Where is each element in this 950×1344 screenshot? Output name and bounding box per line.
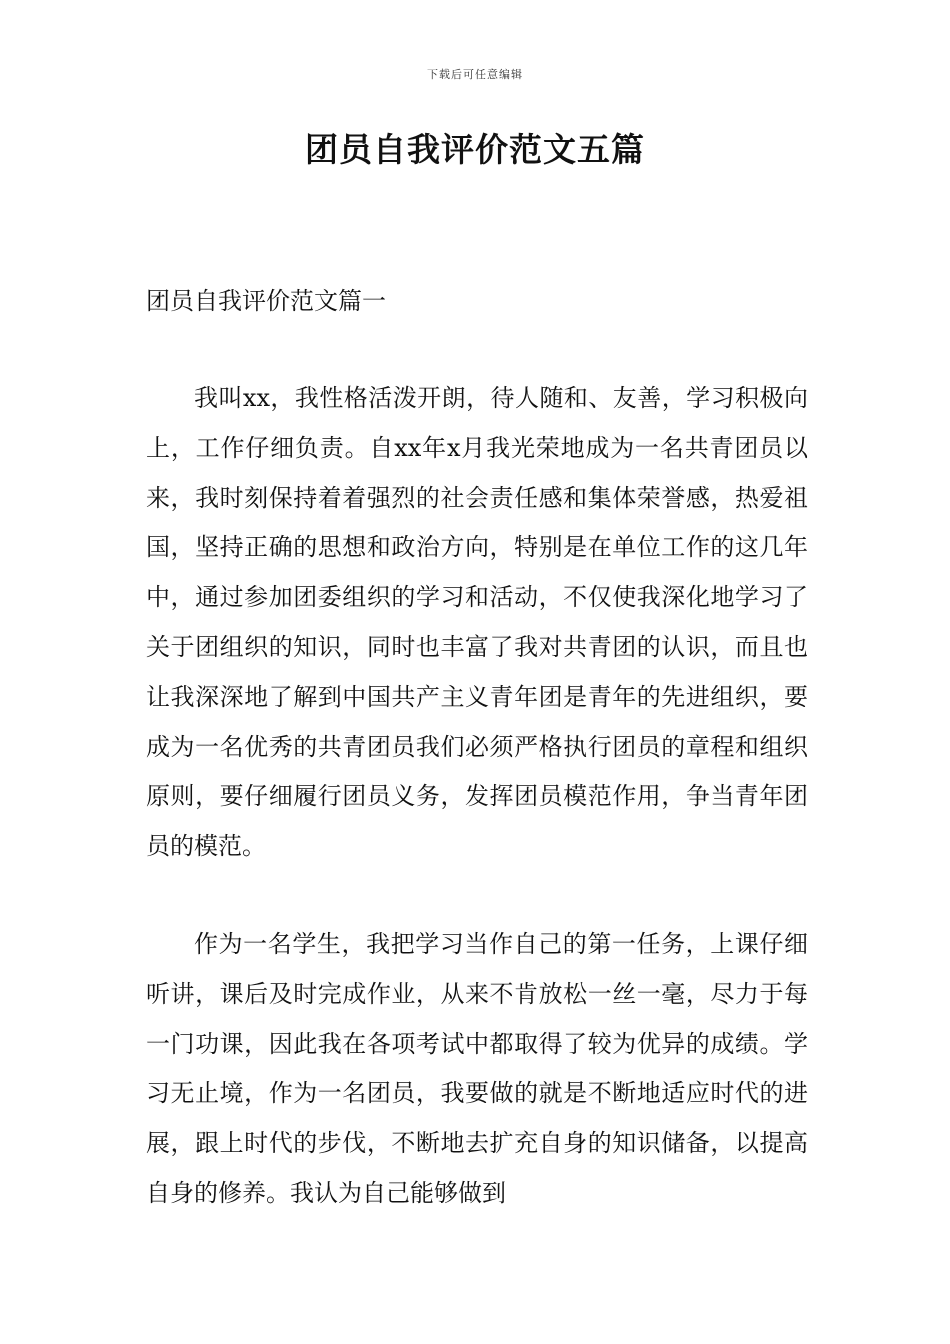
body-paragraph: 我叫xx，我性格活泼开朗，待人随和、友善，学习积极向上，工作仔细负责。自xx年x月我光荣地成为一名共青团员以来，我时刻保持着着强烈的社会责任感和集体荣誉感，热爱祖国，坚持正确的思想和政治方向，特别是在单位工作的这几年中，通过参加团委组织的学习和活动，不仅使我深化地学习了关于团组织的知识，同时也丰富了我对共青团的认识，而且也让我深深地了解到中国共产主义青年团是青年的先进组织，要成为一名优秀的共青团员我们必须严格执行团员的章程和组织原则，要仔细履行团员义务，发挥团员模范作用，争当青年团员的模范。 — [146, 384, 808, 861]
body-paragraph: 作为一名学生，我把学习当作自己的第一任务，上课仔细听讲，课后及时完成作业，从来不肯放松一丝一毫，尽力于每一门功课，因此我在各项考试中都取得了较为优异的成绩。学习无止境，作为一名团员，我要做的就是不断地适应时代的进展，跟上时代的步伐，不断地去扩充自身的知识储备，以提高自身的修养。我认为自己能够做到 — [146, 930, 808, 1207]
document-title: 团员自我评价范文五篇 — [305, 130, 645, 169]
section-heading: 团员自我评价范文篇一 — [146, 287, 386, 315]
header-note: 下载后可任意编辑 — [427, 68, 523, 81]
